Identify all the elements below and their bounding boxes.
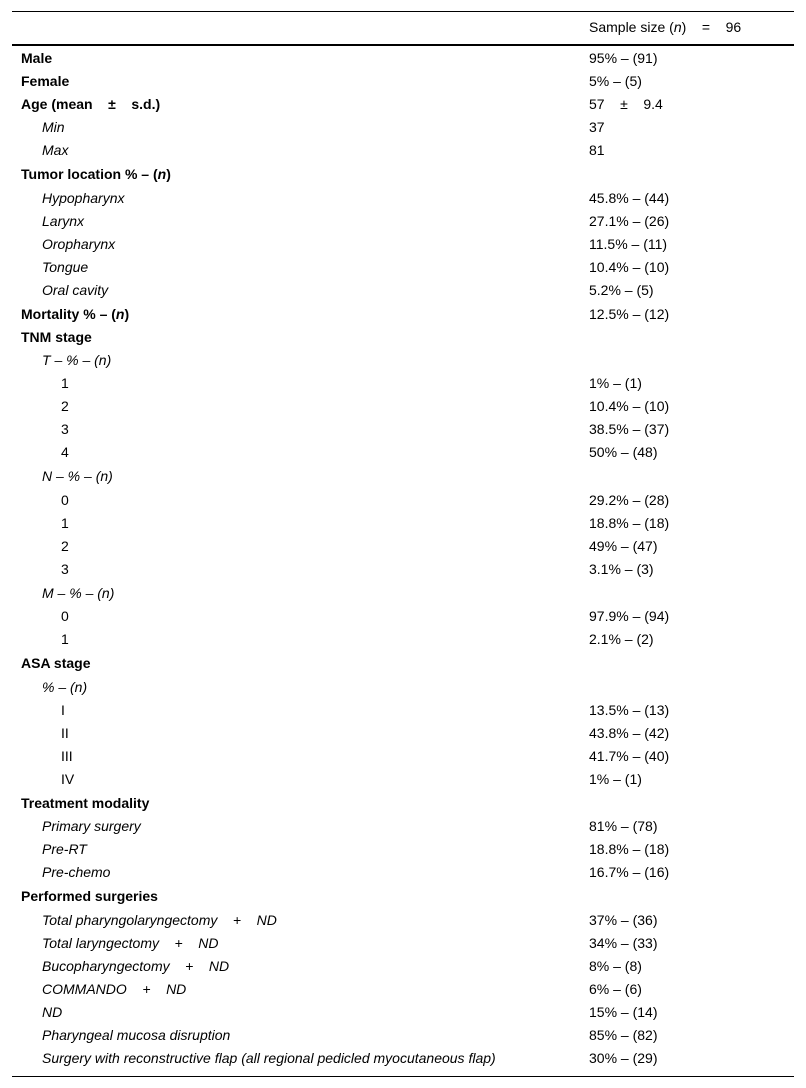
table-row: III 41.7% – (40) — [61, 747, 670, 764]
table-row: Pharyngeal mucosa disruption 85% – (82) — [42, 1026, 658, 1043]
table-row: Oropharynx 11.5% – (11) — [42, 235, 668, 252]
table-row: Age (mean ± s.d.) 57 ± 9.4 — [21, 96, 663, 112]
table-row: 1 1% – (1) — [61, 375, 642, 391]
table-header — [12, 12, 794, 44]
table-row: Treatment modality — [21, 794, 150, 811]
table-row: ND 15% – (14) — [42, 1003, 658, 1020]
table-row: Total pharyngolaryngectomy + ND 37% – (36) — [42, 911, 658, 928]
table-row: N – % – (n) — [42, 468, 113, 484]
table-row: Tumor location % – (n) — [21, 166, 171, 182]
table-row: 0 29.2% – (28) — [61, 491, 670, 508]
table-row: ASA stage — [21, 655, 91, 671]
table-bottom-rule — [12, 1076, 794, 1077]
table-row: 1 18.8% – (18) — [61, 514, 670, 531]
table-row: 4 50% – (48) — [61, 444, 658, 460]
table-row: Performed surgeries — [21, 888, 158, 904]
table-row: Pre-RT 18.8% – (18) — [42, 841, 670, 857]
table-row: IV 1% – (1) — [61, 770, 642, 787]
table-row: Female 5% – (5) — [21, 73, 642, 89]
table-row: Pre-chemo 16.7% – (16) — [42, 864, 670, 880]
table-row: Primary surgery 81% – (78) — [42, 818, 658, 834]
table-row: 2 49% – (47) — [61, 537, 658, 554]
table-row: % – (n) — [42, 678, 88, 695]
table-row: 0 97.9% – (94) — [61, 608, 670, 624]
table-row: II 43.8% – (42) — [61, 724, 670, 741]
table-row: Tongue 10.4% – (10) — [42, 258, 670, 275]
table-row: 2 10.4% – (10) — [61, 398, 670, 414]
table-row: Surgery with reconstructive flap (all regional pedicled myocutaneous flap) 30% – (29) — [42, 1049, 658, 1066]
table-row: Larynx 27.1% – (26) — [42, 212, 670, 229]
table-row: Total laryngectomy + ND 34% – (33) — [42, 934, 658, 951]
sample-size-header: Sample size (n) = 96 — [589, 19, 742, 35]
table-row: I 13.5% – (13) — [61, 701, 670, 718]
table-row: Hypopharynx 45.8% – (44) — [42, 189, 670, 206]
table-row: COMMANDO + ND 6% – (6) — [42, 980, 642, 997]
table-row: Max 81 — [42, 142, 605, 158]
table-row: Male 95% – (91) — [21, 50, 658, 66]
table-row: TNM stage — [21, 329, 92, 345]
table-row: M – % – (n) — [42, 584, 115, 601]
demographics-table — [12, 11, 794, 1077]
table-row: Oral cavity 5.2% – (5) — [42, 281, 654, 298]
table-row: Mortality % – (n) 12.5% – (12) — [21, 305, 670, 322]
table-row: T – % – (n) — [42, 352, 112, 368]
table-row: 1 2.1% – (2) — [61, 631, 654, 647]
table-row: Bucopharyngectomy + ND 8% – (8) — [42, 957, 642, 974]
table-row: 3 3.1% – (3) — [61, 560, 654, 577]
table-row: 3 38.5% – (37) — [61, 421, 670, 437]
table-row: Min 37 — [42, 119, 605, 135]
